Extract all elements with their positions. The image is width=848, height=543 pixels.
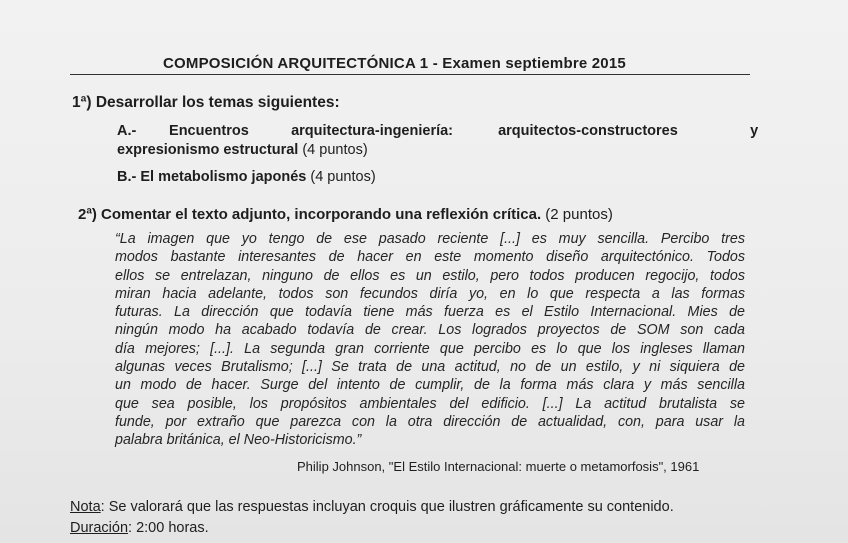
question-1-item-a-line1 bbox=[117, 123, 758, 139]
quote-line: que sea posible, los propósitos ambientales del edificio. [...] La actitud brutalista se bbox=[115, 395, 745, 412]
question-1-item-a-line2 bbox=[117, 142, 368, 158]
item-a-word: arquitectura-ingeniería: bbox=[291, 123, 454, 139]
question-2-points: (2 puntos) bbox=[541, 206, 613, 223]
question-1-item-b bbox=[117, 169, 376, 185]
note-line bbox=[70, 499, 674, 515]
note-label: Nota bbox=[70, 499, 101, 515]
item-a-word: Encuentros bbox=[169, 123, 249, 139]
quote-line: día mejores; [...]. La segunda gran corriente que percibo es lo que los ingleses llaman bbox=[115, 340, 745, 357]
quote-line: funde, por extraño que parezca con la otra dirección de actualidad, con, para usar la bbox=[115, 413, 745, 430]
quote-line: ningún modo ha acabado todavía de crear. Los logrados proyectos de SOM son cada bbox=[115, 322, 745, 339]
item-a-word: arquitectos-constructores bbox=[498, 123, 678, 139]
item-b-points: (4 puntos) bbox=[306, 169, 376, 185]
quote-line: algunas veces Brutalismo; [...] Se trata de una actitud, no de un estilo, y ni siquiera de bbox=[115, 359, 745, 376]
question-2-text: 2ª) Comentar el texto adjunto, incorporando una reflexión crítica. bbox=[78, 206, 542, 223]
quote-attribution: Philip Johnson, "El Estilo Internacional: muerte o metamorfosis", 1961 bbox=[297, 459, 700, 474]
duration-text: : 2:00 horas. bbox=[128, 520, 209, 536]
item-a-word: y bbox=[750, 123, 759, 139]
duration-label: Duración bbox=[70, 520, 129, 536]
quote-line: un modo de hacer. Surge del intento de cumplir, de la forma más clara y más sencilla bbox=[115, 377, 745, 394]
question-1-heading: 1ª) Desarrollar los temas siguientes: bbox=[72, 94, 340, 111]
note-text: : Se valorará que las respuestas incluyan croquis que ilustren gráficamente su contenido. bbox=[100, 499, 674, 515]
quote-line: ellos se entrelazan, ninguno de ellos es un estilo, pero todos producen regocijo, todos bbox=[115, 267, 745, 284]
quote-line: futuras. La dirección que todavía tiene más fuerza es el Estilo Internacional. Mies de bbox=[115, 304, 745, 321]
item-a-points: (4 puntos) bbox=[298, 142, 368, 158]
duration-line bbox=[70, 520, 209, 536]
quoted-text bbox=[115, 230, 745, 450]
question-2-heading bbox=[78, 206, 613, 223]
quote-line: miran hacia adelante, todos son fecundos diría yo, en lo que respecta a las formas bbox=[115, 285, 745, 302]
item-b-topic: B.- El metabolismo japonés bbox=[117, 169, 307, 185]
item-a-word: A.- bbox=[117, 123, 137, 139]
quote-line: modos bastante interesantes de hacer en este momento diseño arquitectónico. Todos bbox=[115, 249, 745, 266]
item-a-topic: expresionismo estructural bbox=[117, 142, 299, 158]
quote-line: “La imagen que yo tengo de ese pasado reciente [...] es muy sencilla. Percibo tres bbox=[115, 231, 745, 247]
exam-title: COMPOSICIÓN ARQUITECTÓNICA 1 - Examen septiembre 2015 bbox=[163, 55, 626, 72]
quote-line: palabra británica, el Neo-Historicismo.” bbox=[115, 432, 362, 449]
title-divider bbox=[70, 74, 750, 75]
